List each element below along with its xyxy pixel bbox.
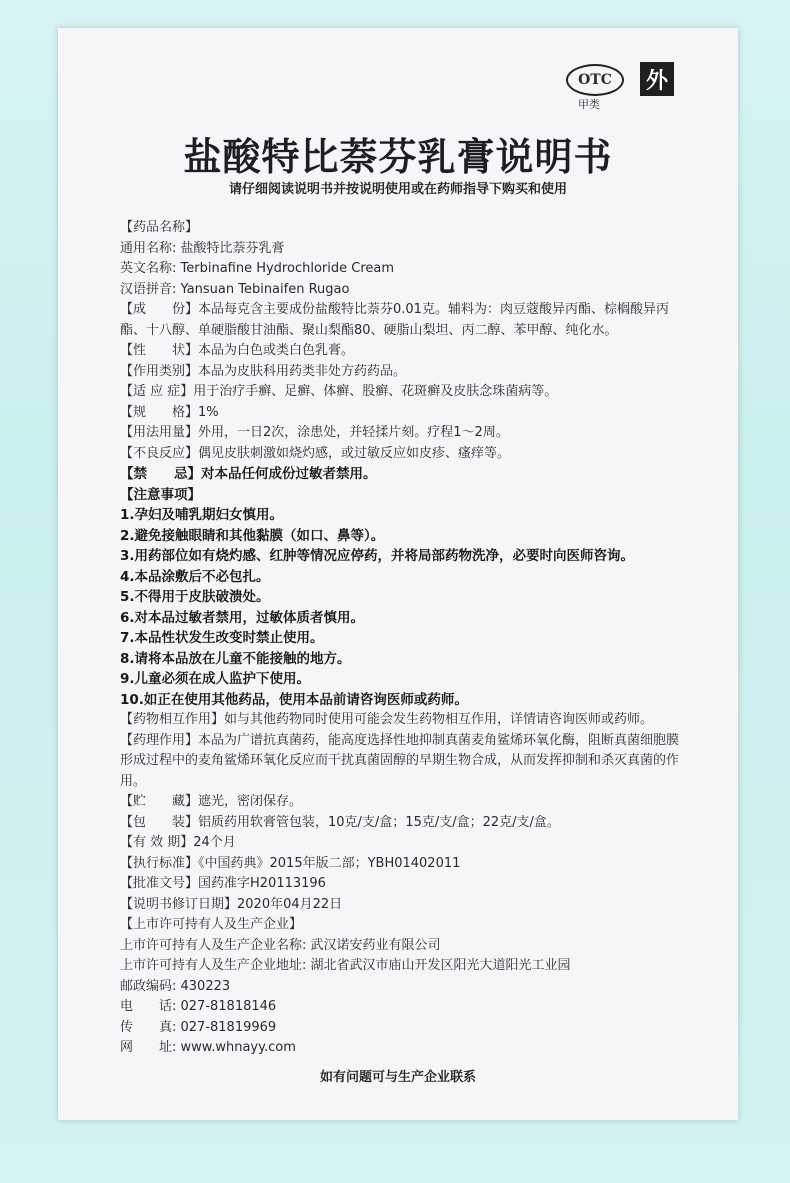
precaution-item: 2.避免接触眼睛和其他黏膜（如口、鼻等）。 xyxy=(120,527,385,544)
precaution-item: 8.请将本品放在儿童不能接触的地方。 xyxy=(120,650,351,667)
storage: 【贮 藏】遮光，密闭保存。 xyxy=(120,794,303,809)
fax: 传 真: 027-81819969 xyxy=(120,1019,277,1035)
ingredients: 【成 份】本品每克含主要成份盐酸特比萘芬0.01克。辅料为：肉豆蔻酸异丙酯、棕榈酸异丙酯、十八醇、单硬脂酸甘油酯、聚山梨酯80、硬脂山梨坦、丙二醇、苯甲醇、纯化水。 xyxy=(120,302,669,338)
properties: 【性 状】本品为白色或类白色乳膏。 xyxy=(120,343,355,358)
holder-name: 上市许可持有人及生产企业名称: 武汉诺安药业有限公司 xyxy=(120,937,441,953)
pharmacology: 【药理作用】本品为广谱抗真菌药，能高度选择性地抑制真菌麦角鲨烯环氧化酶，阻断真菌细胞膜形成过程中的麦角鲨烯环氧化反应而干扰真菌固醇的早期生物合成，从而发挥抑制和杀灭真菌的作用。 xyxy=(120,732,680,789)
standard: 【执行标准】《中国药典》2015年版二部；YBH01402011 xyxy=(120,855,461,871)
website: 网 址: www.whnayy.com xyxy=(120,1040,296,1055)
footer-note: 如有问题可与生产企业联系 xyxy=(319,1070,476,1085)
contraindications: 【禁 忌】对本品任何成份过敏者禁用。 xyxy=(120,466,377,482)
generic-name: 通用名称: 盐酸特比萘芬乳膏 xyxy=(120,240,285,256)
drug-name-header: 【药品名称】 xyxy=(120,220,199,235)
drug-interactions: 【药物相互作用】如与其他药物同时使用可能会发生药物相互作用，详情请咨询医师或药师。 xyxy=(120,712,654,727)
document-subtitle: 请仔细阅读说明书并按说明使用或在药师指导下购买和使用 xyxy=(228,182,567,197)
precaution-item: 3.用药部位如有烧灼感、红肿等情况应停药，并将局部药物洗净，必要时向医师咨询。 xyxy=(120,548,635,564)
holder-address: 上市许可持有人及生产企业地址: 湖北省武汉市庙山开发区阳光大道阳光工业园 xyxy=(120,958,571,973)
precaution-item: 9.儿童必须在成人监护下使用。 xyxy=(120,671,311,687)
category: 【作用类别】本品为皮肤科用药类非处方药药品。 xyxy=(120,363,407,379)
otc-badge xyxy=(566,64,624,96)
precaution-item: 4.本品涂敷后不必包扎。 xyxy=(120,568,270,585)
postcode: 邮政编码: 430223 xyxy=(120,978,231,994)
precaution-item: 5.不得用于皮肤破溃处。 xyxy=(120,589,270,605)
pinyin-name: 汉语拼音: Yansuan Tebinaifen Rugao xyxy=(120,281,350,297)
holder-header: 【上市许可持有人及生产企业】 xyxy=(120,917,303,932)
otc-label: OTC xyxy=(578,72,612,88)
phone: 电 话: 027-81818146 xyxy=(120,999,277,1014)
indications: 【适 应 症】用于治疗手癣、足癣、体癣、股癣、花斑癣及皮肤念珠菌病等。 xyxy=(120,384,558,399)
external-use-badge: 外 xyxy=(640,62,674,96)
english-name: 英文名称: Terbinafine Hydrochloride Cream xyxy=(120,261,395,276)
specification: 【规 格】1% xyxy=(120,404,219,420)
package: 【包 装】铝质药用软膏管包装，10克/支/盒；15克/支/盒；22克/支/盒。 xyxy=(120,814,560,830)
precaution-item: 6.对本品过敏者禁用，过敏体质者慎用。 xyxy=(120,609,365,626)
validity: 【有 效 期】24个月 xyxy=(120,835,236,850)
revision-date: 【说明书修订日期】2020年04月22日 xyxy=(120,896,343,912)
document-title: 盐酸特比萘芬乳膏说明书 xyxy=(183,135,613,179)
precaution-item: 1.孕妇及哺乳期妇女慎用。 xyxy=(120,507,284,523)
approval-number: 【批准文号】国药准字H20113196 xyxy=(120,876,326,891)
otc-class-label: 甲类 xyxy=(578,98,600,111)
document-body xyxy=(120,218,688,1059)
dosage: 【用法用量】外用，一日2次，涂患处，并轻揉片刻。疗程1～2周。 xyxy=(120,425,509,440)
precaution-item: 7.本品性状发生改变时禁止使用。 xyxy=(120,630,324,646)
adverse-reactions: 【不良反应】偶见皮肤刺激如烧灼感，或过敏反应如皮疹、瘙痒等。 xyxy=(120,445,511,461)
instruction-sheet xyxy=(58,28,738,1120)
precaution-item: 10.如正在使用其他药品，使用本品前请咨询医师或药师。 xyxy=(120,691,468,708)
precautions-header: 【注意事项】 xyxy=(120,486,201,503)
